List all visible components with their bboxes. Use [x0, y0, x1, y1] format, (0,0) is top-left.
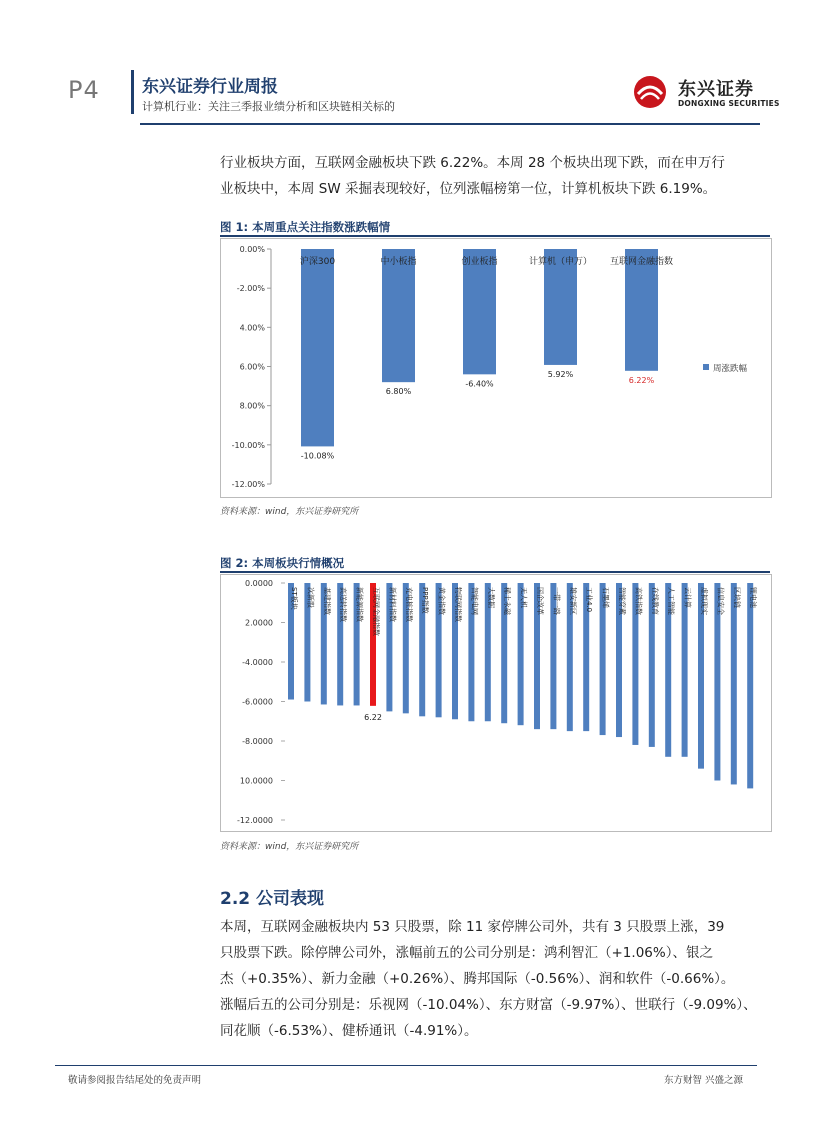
y-tick-label: 8.00%: [239, 401, 265, 411]
figure1-chart-frame: [220, 238, 772, 498]
highlight-data-label: 6.22: [364, 712, 382, 722]
category-label: 信息安全: [716, 587, 725, 615]
y-tick-label: 4.00%: [239, 323, 265, 333]
bar: [625, 249, 658, 371]
category-label: 大数据: [486, 587, 495, 608]
y-tick-label: -4.0000: [242, 658, 273, 667]
category-label: 人工智能: [667, 587, 676, 615]
logo-text-cn: 东兴证券: [678, 79, 754, 100]
figure1-chart: [221, 239, 771, 497]
category-label: 雄安新区: [568, 587, 577, 615]
category-label: 创业板指: [461, 257, 498, 267]
y-tick-label: -6.0000: [242, 697, 273, 707]
category-label: 沪深300: [299, 257, 336, 267]
legend-label: 周涨跌幅: [713, 364, 748, 374]
figure2-source: 资料来源：wind，东兴证券研究所: [220, 842, 359, 852]
bar: [682, 583, 688, 757]
section-line-5: 同花顺（-6.53%）、健桥通讯（-4.91%）。: [220, 1023, 478, 1039]
figure1-source: 资料来源：wind，东兴证券研究所: [220, 507, 359, 517]
category-label: 智能穿戴: [618, 587, 626, 615]
footer-slogan: 东方财智 兴盛之源: [664, 1075, 744, 1086]
data-label: 5.92%: [547, 369, 574, 379]
section-paragraph: [220, 914, 760, 1044]
figure2-chart-frame: [220, 574, 772, 832]
figure2-title-rule: [220, 571, 770, 573]
intro-paragraph: [220, 150, 760, 202]
category-label: 锂电池: [749, 587, 758, 608]
category-label: 云计算: [683, 587, 692, 608]
category-label: PPP指数: [421, 587, 430, 614]
category-label: 石墨烯: [601, 587, 610, 608]
report-subtitle: 计算机行业：关注三季报业绩分析和区块链相关标的: [142, 100, 395, 113]
category-label: 虚拟现实: [700, 587, 708, 615]
data-label: -10.08%: [300, 451, 335, 461]
intro-line-2: 业板块中，本周 SW 采掘表现较好，位列涨幅榜第一位，计算机板块下跌 6.19%。: [220, 181, 717, 197]
category-label: 黄金指数: [437, 587, 446, 615]
y-tick-label: -12.0000: [237, 816, 273, 825]
category-label: 新能源指数: [355, 587, 364, 622]
category-label: 工业4.0: [585, 587, 594, 613]
header-divider: [131, 70, 134, 114]
category-label: 中小板指: [380, 257, 417, 267]
y-tick-label: -2.00%: [236, 284, 265, 294]
y-tick-label: 2.0000: [245, 618, 273, 628]
figure1-title: 图 1: 本周重点关注指数涨跌幅情: [220, 220, 391, 234]
bar: [463, 249, 496, 374]
y-tick-label: -12.00%: [231, 480, 265, 489]
report-brand-title: 东兴证券行业周报: [142, 77, 278, 97]
category-label: 稀土永磁: [503, 587, 512, 615]
header-rule: [140, 123, 760, 125]
figure2-chart: [221, 575, 771, 831]
category-label: 高铁指数: [634, 587, 643, 615]
category-label: 充电桩指数: [404, 587, 413, 622]
bar: [382, 249, 415, 382]
y-tick-label: -8.0000: [242, 737, 273, 746]
bar: [747, 583, 753, 788]
bar: [301, 249, 334, 446]
y-tick-label: 0.0000: [245, 579, 273, 588]
category-label: 互联网金融指数: [609, 257, 674, 267]
y-tick-label: -10.00%: [231, 440, 265, 450]
category-label: 区块链: [732, 587, 741, 608]
category-label: 次新股: [306, 587, 315, 608]
category-label: 基建指数: [322, 587, 331, 615]
logo-text-en: DONGXING SECURITIES: [678, 99, 780, 108]
section-line-2: 只股票下跌。除停牌公司外，涨幅前五的公司分别是：鸿利智汇（+1.06%）、银之: [220, 945, 713, 961]
page-number: P4: [68, 76, 100, 104]
category-label: 智能电网: [470, 587, 479, 615]
category-label: ST板块: [290, 587, 298, 610]
section-line-3: 杰（+0.35%）、新力金融（+0.26%）、腾邦国际（-0.56%）、润和软件（-0.66%）。: [220, 971, 735, 987]
section-line-1: 本周，互联网金融板块内 53 只股票，除 11 家停牌公司外，共有 3 只股票上涨，39: [220, 919, 725, 935]
footer-rule: [55, 1065, 757, 1066]
legend-swatch: [703, 364, 709, 370]
category-label: 物联网指数: [454, 587, 462, 622]
figure2-title: 图 2: 本周板块行情概况: [220, 556, 345, 570]
section-title: 2.2 公司表现: [220, 889, 325, 909]
data-label: 6.22%: [628, 375, 655, 385]
category-label: 一带一路: [552, 587, 561, 615]
y-tick-label: 10.0000: [239, 776, 273, 786]
data-label: 6.80%: [385, 387, 412, 397]
intro-line-1: 行业板块方面，互联网金融板块下跌 6.22%。本周 28 个板块出现下跌，而在申万行: [220, 155, 725, 171]
category-label: 高送转指数: [339, 587, 348, 622]
data-label: -6.40%: [465, 379, 494, 389]
bar: [731, 583, 737, 784]
category-label: 无人机: [519, 587, 528, 608]
category-label: 在线教育: [650, 587, 659, 615]
section-line-4: 涨幅后五的公司分别是：乐视网（-10.04%）、东方财富（-9.97%）、世联行（-9.09%）、: [220, 997, 757, 1013]
category-label: 计算机（申万）: [528, 257, 593, 267]
category-label: 国企改革: [536, 587, 544, 615]
y-tick-label: 0.00%: [239, 245, 265, 254]
footer-disclaimer: 敬请参阅报告结尾处的免责声明: [68, 1075, 202, 1086]
category-label: 互联网金融指数: [372, 587, 380, 636]
y-tick-label: 6.00%: [239, 362, 265, 372]
category-label: 新材料指数: [388, 587, 397, 622]
figure1-title-rule: [220, 235, 770, 237]
